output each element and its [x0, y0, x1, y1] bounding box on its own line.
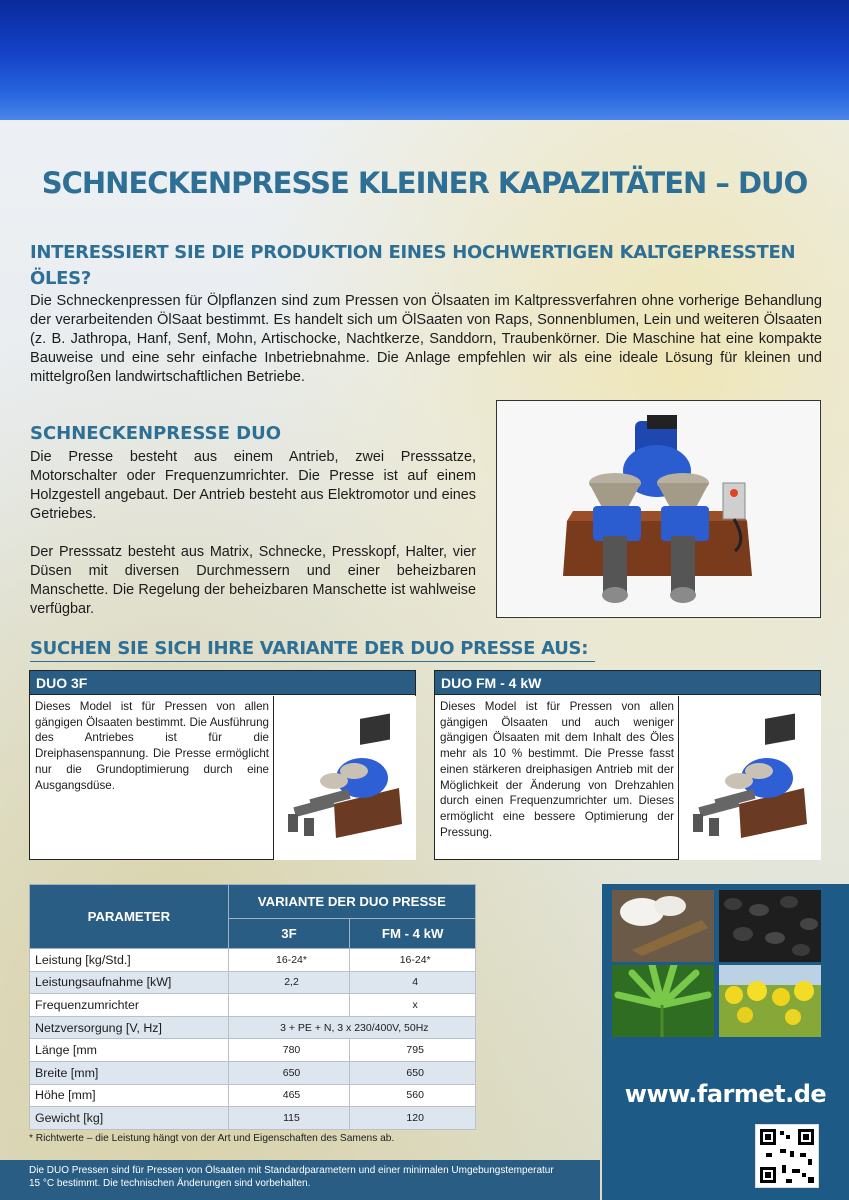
question-heading: INTERESSIERT SIE DIE PRODUKTION EINES HOCHWERTIGEN KALTGEPRESSTEN ÖLES? — [30, 242, 796, 289]
param-name: Netzversorgung [V, Hz] — [30, 1016, 229, 1039]
black-seeds-photo — [719, 890, 821, 962]
page-title: SCHNECKENPRESSE KLEINER KAPAZITÄTEN – DUO — [41, 166, 808, 200]
value-3f: 16-24* — [228, 949, 350, 972]
website-link[interactable]: www.farmet.de — [624, 1080, 827, 1108]
param-name: Frequenzumrichter — [30, 994, 229, 1017]
col-header-3f: 3F — [228, 919, 350, 949]
table-row — [30, 1084, 476, 1107]
value-3f: 780 — [228, 1039, 350, 1062]
duo-heading: SCHNECKENPRESSE DUO — [30, 423, 282, 444]
duo-description — [30, 448, 476, 619]
hemp-leaves-photo — [612, 965, 714, 1037]
duo-paragraph-2: Der Presssatz besteht aus Matrix, Schnecke, Presskopf, Halter, vier Düsen mit diversen Durchmessern und einer beheizbaren Manschette. Die Regelung der beheizbaren Manschette ist wahlweise verfügbar. — [30, 544, 476, 617]
value-fm: 650 — [350, 1061, 476, 1084]
value-3f: 650 — [228, 1061, 350, 1084]
footer-line-2: 15 °C bestimmt. Die technischen Änderungen sind vorbehalten. — [29, 1178, 311, 1189]
duo-paragraph-1: Die Presse besteht aus einem Antrieb, zwei Presssatze, Motorschalter oder Frequenzumrichter. Die Presse ist auf einem Holzgestell angebaut. Der Antrieb besteht aus Elektromotor und eines Getriebes. — [30, 449, 476, 522]
intro-paragraph: Die Schneckenpressen für Ölpflanzen sind zum Pressen von Ölsaaten im Kaltpressverfahren ohne vorherige Behandlung der verarbeitenden ÖlSaat bestimmt. Es handelt sich um ÖlSaaten von Raps, Sonnenblumen, Lein und weiteren Ölsaaten (z. B. Jathropa, Hanf, Senf, Mohn, Artischocke, Nachtkerze, Sanddorn, Traubenkörner. Die Maschine hat eine kompakte Bauweise und eine sehr einfache Inbetriebnahme. Die Anlage empfehlen wir als eine ideale Lösung für kleinen und mittelgroßen landwirtschaftlichen Betriebe. — [30, 293, 822, 385]
value-3f: 2,2 — [228, 971, 350, 994]
col-header-fm: FM - 4 kW — [350, 919, 476, 949]
cotton-seed-photo — [612, 890, 714, 962]
param-header: PARAMETER — [30, 885, 229, 949]
value-fm: 16-24* — [350, 949, 476, 972]
variant-description: Dieses Model ist für Pressen von allen gängigen Ölsaaten bestimmt. Die Ausführung des Antriebes ist für die Dreiphasenspannung. Die Presse ermöglicht nur die Grundoptimierung durch eine Ausgangsdüse. — [35, 700, 269, 792]
footnote: * Richtwerte – die Leistung hängt von der Art und Eigenschaften des Samens ab. — [29, 1133, 395, 1144]
param-name: Höhe [mm] — [30, 1084, 229, 1107]
table-row — [30, 1039, 476, 1062]
choose-variant-heading: SUCHEN SIE SICH IHRE VARIANTE DER DUO PRESSE AUS: — [30, 638, 595, 662]
footer-line-1: Die DUO Pressen sind für Pressen von Ölsaaten mit Standardparametern und einer minimalen Umgebungstemperatur — [29, 1165, 554, 1176]
value-fm: 560 — [350, 1084, 476, 1107]
value-fm: x — [350, 994, 476, 1017]
table-row — [30, 1061, 476, 1084]
param-name: Länge [mm — [30, 1039, 229, 1062]
value-fm: 4 — [350, 971, 476, 994]
param-name: Gewicht [kg] — [30, 1107, 229, 1130]
variant-title: DUO 3F — [30, 671, 415, 695]
header-banner — [0, 0, 849, 120]
table-row — [30, 994, 476, 1017]
value-3f — [228, 994, 350, 1017]
variant-image — [273, 696, 416, 860]
variant-card-fm — [434, 670, 821, 860]
value-3f: 465 — [228, 1084, 350, 1107]
param-name: Leistungsaufnahme [kW] — [30, 971, 229, 994]
table-row — [30, 1107, 476, 1130]
param-name: Leistung [kg/Std.] — [30, 949, 229, 972]
rapeseed-field-photo — [719, 965, 821, 1037]
table-row — [30, 949, 476, 972]
variant-title: DUO FM - 4 kW — [435, 671, 820, 695]
value-fm: 795 — [350, 1039, 476, 1062]
table-row — [30, 971, 476, 994]
footer-disclaimer — [0, 1160, 600, 1200]
value-fm: 120 — [350, 1107, 476, 1130]
variant-description: Dieses Model ist für Pressen von allen gängigen Ölsaaten und auch weniger gängigen Ölsaaten mit dem Inhalt des Öles mehr als 10 % bestimmt. Die Presse fasst einen stärkeren dreiphasigen Antrieb mit der Möglichkeit der Änderung von Drehzahlen durch einen Frequenzumrichter um. Dieses ermöglicht eine bessere Optimierung der Pressung. — [440, 700, 674, 839]
variant-image — [678, 696, 821, 860]
qr-code-icon — [755, 1124, 819, 1188]
variant-card-3f — [29, 670, 416, 860]
param-name: Breite [mm] — [30, 1061, 229, 1084]
parameter-table — [29, 884, 476, 1130]
value-merged: 3 + PE + N, 3 x 230/400V, 50Hz — [228, 1016, 475, 1039]
duo-press-photo — [496, 400, 821, 618]
table-row — [30, 1016, 476, 1039]
value-3f: 115 — [228, 1107, 350, 1130]
variant-header: VARIANTE DER DUO PRESSE — [228, 885, 475, 919]
